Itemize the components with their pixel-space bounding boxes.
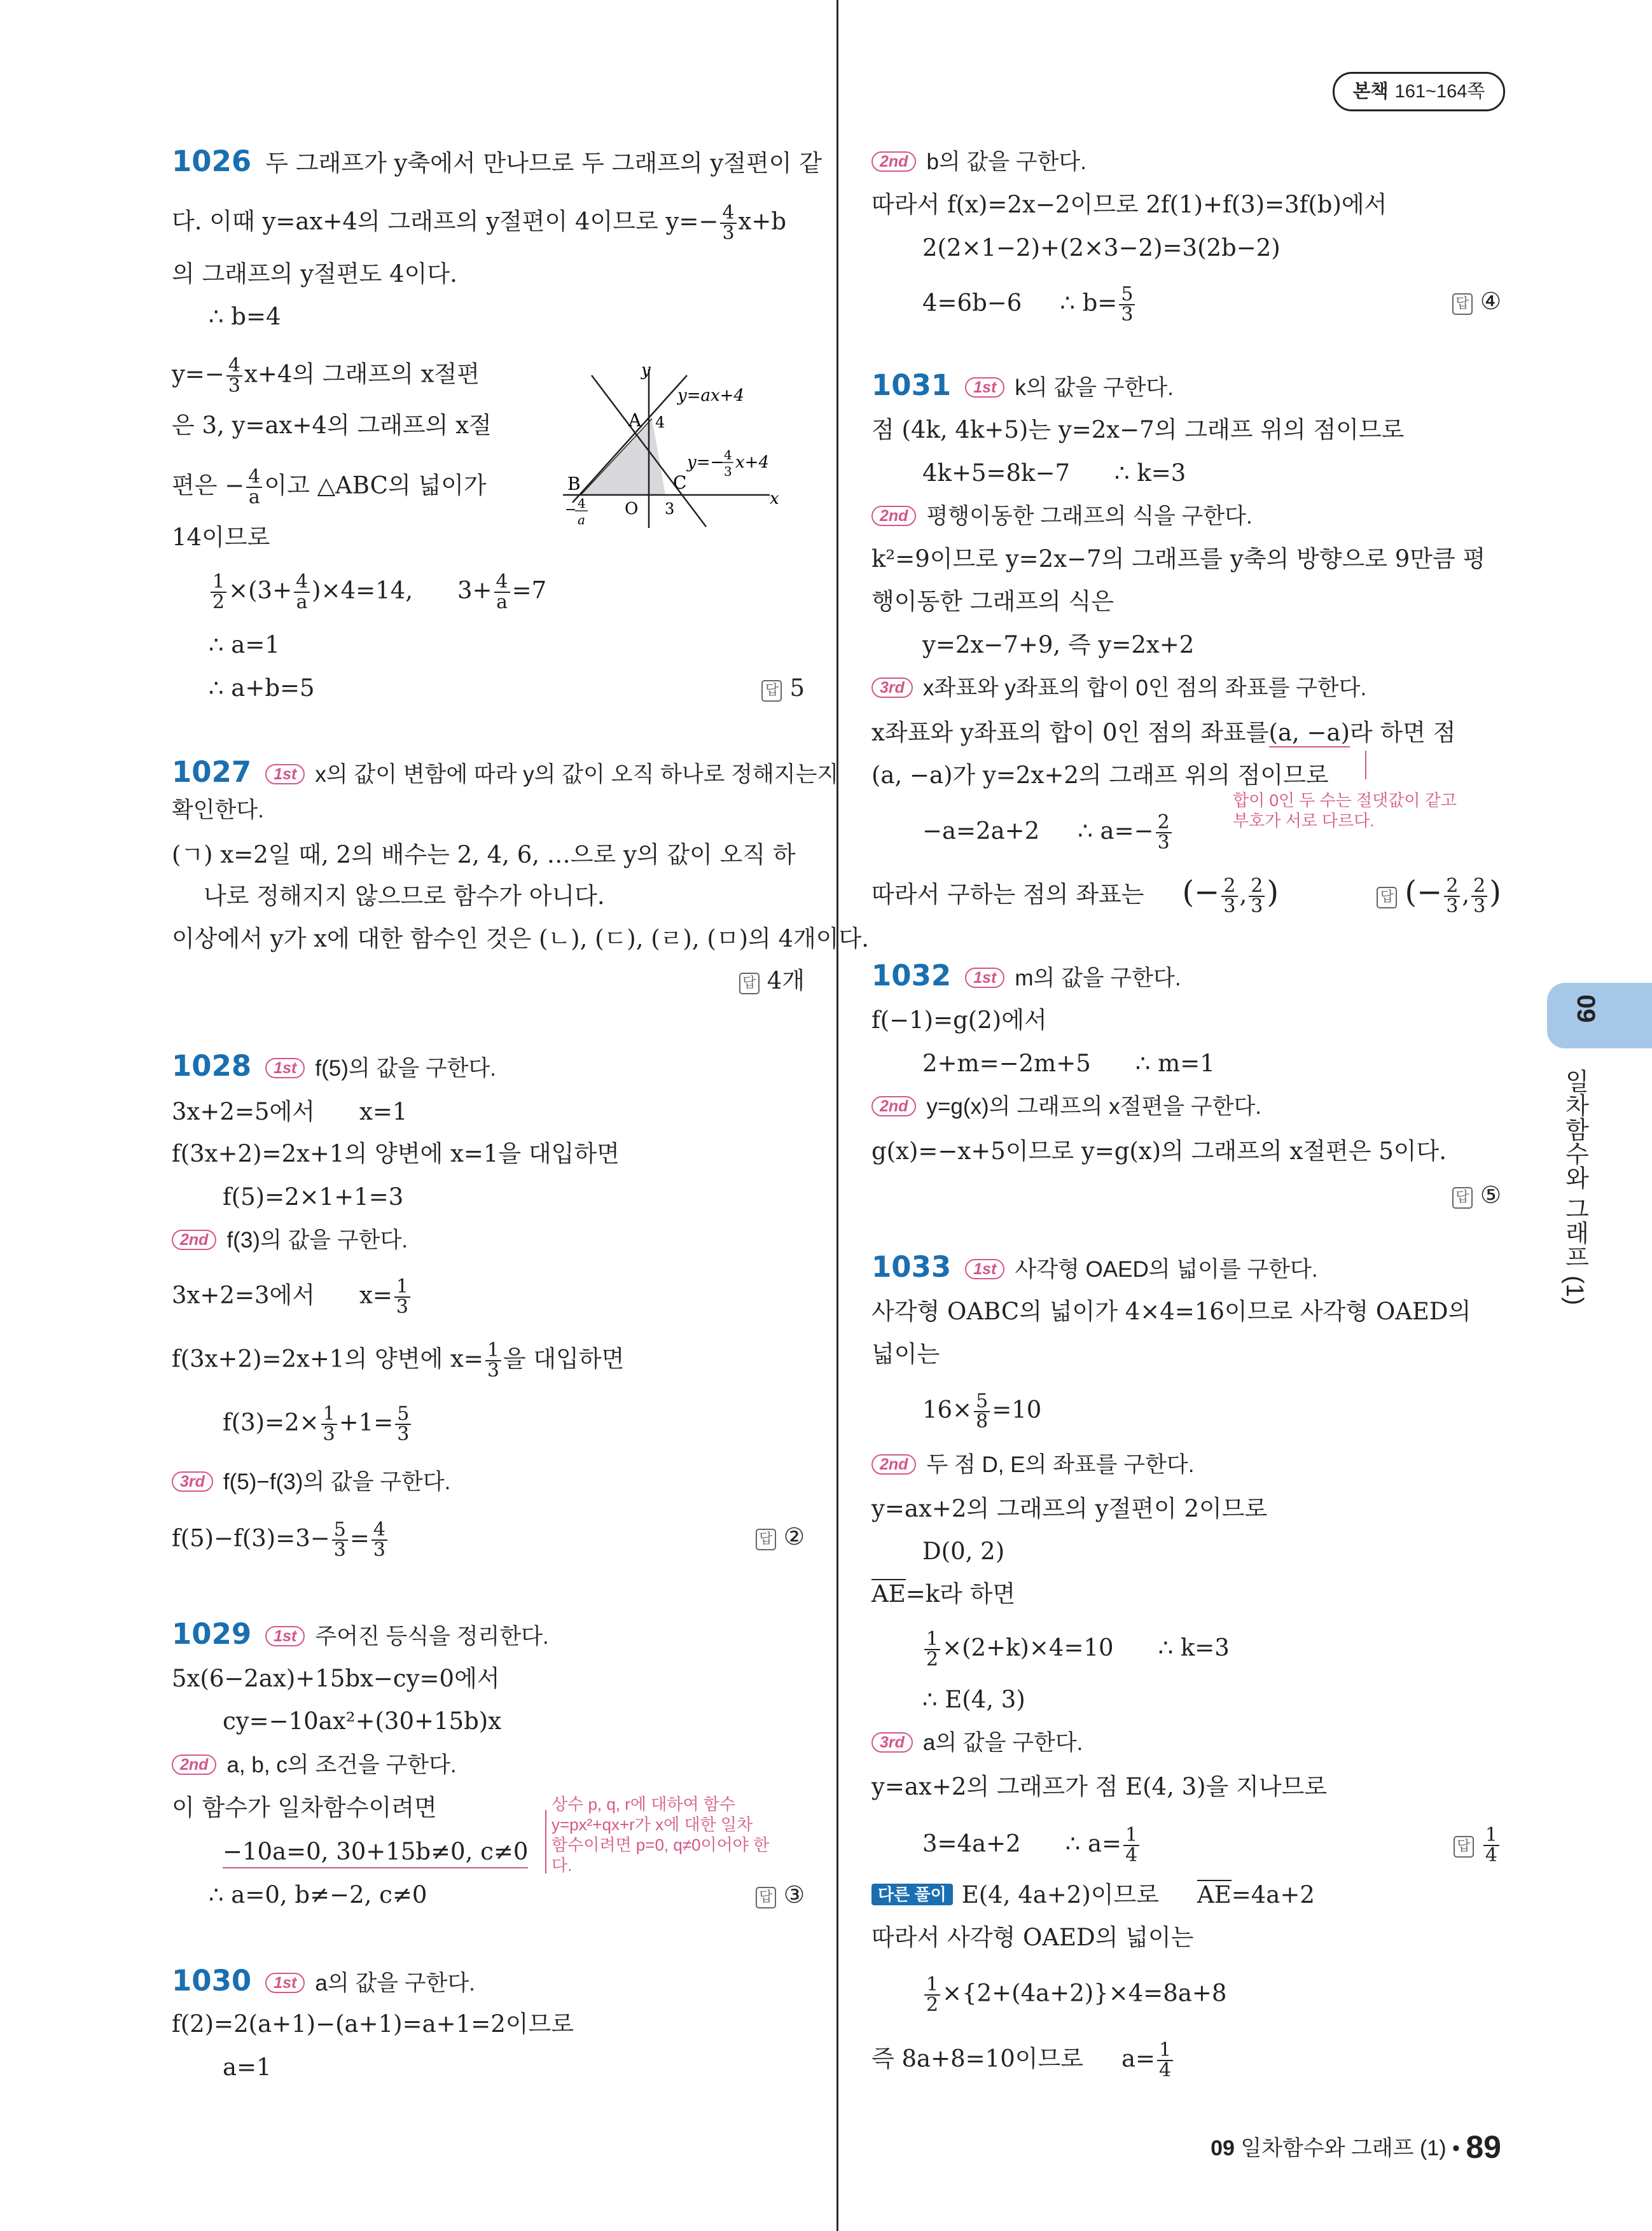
text: 이고 △ABC의 넓이가 <box>264 471 487 499</box>
fraction <box>371 1520 387 1560</box>
denominator: 4 <box>1159 2059 1172 2082</box>
triangle-graph <box>553 356 808 547</box>
answer <box>761 673 805 704</box>
numerator: 2 <box>1471 877 1487 897</box>
step-heading: 평행이동한 그래프의 식을 구한다. <box>926 504 1253 529</box>
text: , <box>1462 880 1470 908</box>
note-connector <box>1365 751 1366 779</box>
problem-1033-line <box>871 1252 1318 1285</box>
text: =4a+2 <box>1231 1881 1315 1908</box>
paren: ) <box>1267 874 1279 910</box>
step-heading: b의 값을 구한다. <box>926 149 1086 174</box>
numerator: 1 <box>924 1975 940 1996</box>
problem-number-1029: 1029 <box>172 1617 252 1651</box>
numerator: 4 <box>246 468 262 488</box>
fraction <box>226 356 242 396</box>
solution-line <box>223 1405 413 1444</box>
text: ×(3+ <box>228 576 293 604</box>
denominator: 8 <box>976 1410 989 1433</box>
solution-line: f(5)=2×1+1=3 <box>223 1183 404 1211</box>
text: ∴ k=3 <box>1114 459 1186 487</box>
numerator: 4 <box>371 1520 387 1541</box>
answer-mark-icon: 답 <box>1452 293 1473 315</box>
denominator: 4 <box>1485 1844 1497 1866</box>
side-note-line: 부호가 서로 다르다. <box>1233 811 1375 830</box>
fraction <box>1483 1826 1499 1865</box>
step-heading: x의 값이 변함에 따라 y의 값이 오직 하나로 정해지는지 <box>315 762 839 787</box>
answer-mark-icon: 답 <box>761 680 782 702</box>
step-line <box>172 1225 408 1256</box>
text: x+4의 그래프의 x절편 <box>244 360 480 388</box>
text: ∴ a= <box>1065 1830 1122 1858</box>
text: 편은 − <box>172 471 245 499</box>
solution-line: y=2x−7+9, 즉 y=2x+2 <box>922 631 1195 658</box>
solution-line: ∴ a=0, b≠−2, c≠0 <box>209 1881 427 1908</box>
problem-1027-line <box>172 757 838 790</box>
graph-equation-1: y=ax+4 <box>677 386 744 405</box>
step-heading: 사각형 OAED의 넓이를 구한다. <box>1015 1257 1318 1282</box>
side-note-line: y=px²+qx+r가 x에 대한 일차 <box>552 1815 753 1834</box>
text: 3=4a+2 <box>922 1830 1021 1858</box>
answer-value: ③ <box>783 1881 805 1908</box>
step-heading: f(5)의 값을 구한다. <box>315 1056 496 1081</box>
denominator: 2 <box>212 591 225 613</box>
solution-line: D(0, 2) <box>922 1538 1005 1565</box>
denominator: 4 <box>1125 1844 1138 1866</box>
problem-number-1032: 1032 <box>871 959 952 992</box>
fraction <box>1249 877 1265 916</box>
step-badge-3rd: 3rd <box>871 1732 913 1753</box>
graph-label-o: O <box>625 499 639 518</box>
solution-line: 따라서 f(x)=2x−2이므로 2f(1)+f(3)=3f(b)에서 <box>871 191 1387 218</box>
text: =10 <box>992 1396 1042 1424</box>
side-note-line: 다. <box>552 1856 573 1875</box>
problem-number-1033: 1033 <box>871 1250 952 1284</box>
badge-label: 본책 <box>1352 81 1389 102</box>
text: )×4=14, <box>312 576 413 604</box>
step-line <box>871 672 1366 704</box>
step-line <box>871 1727 1083 1758</box>
answer <box>1454 1826 1501 1865</box>
solution-line <box>172 1520 389 1560</box>
graph-label-b: B <box>567 473 581 494</box>
solution-line: (a, −a)가 y=2x+2의 그래프 위의 점이므로 <box>871 761 1329 789</box>
paren: (− <box>1182 874 1220 910</box>
solution-line <box>209 573 546 612</box>
graph-label-3: 3 <box>665 500 675 518</box>
text: 3+ <box>457 576 492 604</box>
text: , <box>1239 880 1247 908</box>
text: x좌표와 y좌표의 합이 0인 점의 좌표를 <box>871 719 1269 746</box>
solution-line <box>172 1277 412 1317</box>
answer <box>1452 1180 1501 1211</box>
solution-line <box>172 356 480 396</box>
numerator: 5 <box>332 1520 348 1541</box>
graph-equation-2-prefix: y=− <box>687 453 725 472</box>
side-note-line: 상수 p, q, r에 대하여 함수 <box>552 1795 736 1814</box>
solution-line <box>172 204 786 243</box>
step-line <box>172 1466 450 1498</box>
text: ∴ m=1 <box>1135 1050 1215 1077</box>
text: 3x+2=3에서 <box>172 1281 315 1309</box>
graph-label-c: C <box>673 472 687 493</box>
page-reference-badge <box>1333 72 1505 111</box>
numerator: 4 <box>720 204 736 224</box>
solution-line <box>922 285 1137 324</box>
solution-line <box>871 1579 1015 1609</box>
denominator: a <box>496 591 508 613</box>
solution-line: 나로 정해지지 않으므로 함수가 아니다. <box>204 882 605 910</box>
text: 다. 이때 y=ax+4의 그래프의 y절편이 4이므로 y=− <box>172 207 719 235</box>
numerator: 5 <box>395 1405 411 1425</box>
graph-label-4a-numerator: 4 <box>578 496 586 511</box>
solution-line <box>922 1048 1215 1079</box>
numerator: 1 <box>1157 2041 1173 2061</box>
solution-line: 5x(6−2ax)+15bx−cy=0에서 <box>172 1665 500 1692</box>
denominator: a <box>296 591 308 613</box>
answer-value: ⑤ <box>1480 1181 1501 1209</box>
text: +1= <box>338 1408 394 1436</box>
side-note-line: 합이 0인 두 수는 절댓값이 같고 <box>1233 791 1457 810</box>
graph-label-minus: − <box>565 502 577 518</box>
fraction <box>395 1405 411 1444</box>
solution-line: 점 (4k, 4k+5)는 y=2x−7의 그래프 위의 점이므로 <box>871 416 1405 443</box>
solution-line: f(−1)=g(2)에서 <box>871 1006 1047 1034</box>
problem-number-1026: 1026 <box>172 144 252 178</box>
text: ×(2+k)×4=10 <box>942 1634 1114 1662</box>
problem-number-1027: 1027 <box>172 755 252 789</box>
page-footer <box>1211 2129 1501 2165</box>
fraction <box>485 1341 501 1380</box>
fraction <box>974 1392 990 1431</box>
step-heading: k의 값을 구한다. <box>1015 375 1174 400</box>
step-heading: f(3)의 값을 구한다. <box>226 1228 408 1253</box>
solution-line <box>922 813 1174 852</box>
step-heading: 확인한다. <box>172 798 264 823</box>
solution-line: ∴ E(4, 3) <box>922 1686 1025 1713</box>
text: E(4, 4a+2)이므로 <box>961 1881 1160 1908</box>
fraction <box>246 468 262 507</box>
step-heading: a의 값을 구한다. <box>922 1730 1083 1755</box>
solution-line: 사각형 OABC의 넓이가 4×4=16이므로 사각형 OAED의 <box>871 1298 1471 1325</box>
chapter-side-tab <box>1547 983 1652 1048</box>
solution-line <box>172 468 487 507</box>
fraction <box>1123 1826 1139 1865</box>
underlined-point: (a, −a) <box>1268 719 1350 746</box>
answer-mark-icon: 답 <box>739 973 760 994</box>
numerator: 4 <box>494 573 510 593</box>
fraction <box>1221 877 1237 916</box>
graph-label-y: y <box>641 361 651 380</box>
denominator: a <box>248 486 260 508</box>
fraction <box>294 573 310 612</box>
text: ×{2+(4a+2)}×4=8a+8 <box>942 1979 1227 2007</box>
fraction <box>494 573 510 612</box>
text: x+b <box>738 207 787 235</box>
denominator: 3 <box>1157 831 1170 854</box>
footer-separator: • <box>1452 2136 1460 2160</box>
solution-line <box>172 1097 407 1127</box>
solution-line <box>871 718 1456 748</box>
problem-1029-line <box>172 1619 549 1652</box>
numerator: 1 <box>1483 1826 1499 1846</box>
side-note-line: 함수이려면 p=0, q≠0이어야 한 <box>552 1835 770 1854</box>
answer <box>1377 874 1501 917</box>
numerator: 4 <box>294 573 310 593</box>
solution-line: 2(2×1−2)+(2×3−2)=3(2b−2) <box>922 234 1281 261</box>
denominator: 2 <box>926 1648 939 1671</box>
answer-mark-icon: 답 <box>1454 1836 1474 1858</box>
fraction <box>720 204 736 243</box>
footer-chapter: 09 <box>1211 2136 1235 2160</box>
numerator: 5 <box>1119 285 1135 305</box>
step-badge-2nd: 2nd <box>871 1454 916 1475</box>
solution-line: f(3x+2)=2x+1의 양변에 x=1을 대입하면 <box>172 1140 620 1167</box>
fraction <box>1444 877 1460 916</box>
step-line <box>871 501 1253 532</box>
solution-line: cy=−10ax²+(30+15b)x <box>223 1707 502 1735</box>
numerator: 2 <box>1221 877 1237 897</box>
problem-1030-line <box>172 1966 475 1999</box>
fraction <box>1157 2041 1173 2080</box>
fraction <box>321 1405 337 1444</box>
denominator: 3 <box>722 222 735 244</box>
text: x= <box>359 1281 392 1309</box>
solution-line: 넓이는 <box>871 1340 940 1368</box>
text: ∴ b= <box>1060 289 1118 317</box>
denominator: 3 <box>333 1539 346 1561</box>
solution-line: g(x)=−x+5이므로 y=g(x)의 그래프의 x절편은 5이다. <box>871 1137 1447 1165</box>
answer-value: ② <box>783 1523 805 1550</box>
text: 두 그래프가 y축에서 만나므로 두 그래프의 y절편이 같 <box>265 149 822 177</box>
denominator: 3 <box>1121 303 1134 326</box>
underlined-condition: −10a=0, 30+15b≠0, c≠0 <box>223 1837 528 1868</box>
graph-equation-2-denominator: 3 <box>724 464 732 479</box>
solution-line: 행이동한 그래프의 식은 <box>871 588 1114 615</box>
solution-line: ∴ a=1 <box>209 631 280 658</box>
text: f(5)−f(3)=3− <box>172 1524 330 1552</box>
fraction <box>924 1975 940 2015</box>
page-number: 89 <box>1466 2129 1501 2165</box>
graph-label-a: A <box>628 410 642 431</box>
paren: (− <box>1405 874 1443 910</box>
denominator: 3 <box>373 1539 385 1561</box>
graph-label-x: x <box>770 489 779 508</box>
text: = <box>349 1524 370 1552</box>
numerator: 1 <box>211 573 226 593</box>
solution-line: f(2)=2(a+1)−(a+1)=a+1=2이므로 <box>172 2010 574 2038</box>
step-line <box>871 1449 1194 1480</box>
denominator: 3 <box>228 375 241 397</box>
text: 즉 8a+8=10이므로 <box>871 2045 1083 2073</box>
problem-number-1028: 1028 <box>172 1049 252 1083</box>
solution-line: 의 그래프의 y절편도 4이다. <box>172 260 457 288</box>
graph-equation-2-suffix: x+4 <box>735 453 769 472</box>
answer-value: 5 <box>789 674 805 702</box>
solution-line: k²=9이므로 y=2x−7의 그래프를 y축의 방향으로 9만큼 평 <box>871 545 1486 573</box>
text: ∴ k=3 <box>1158 1634 1230 1662</box>
fraction <box>1156 813 1172 852</box>
step-heading: x좌표와 y좌표의 합이 0인 점의 좌표를 구한다. <box>922 676 1367 700</box>
step-heading: 주어진 등식을 정리한다. <box>315 1624 549 1649</box>
numerator: 5 <box>974 1392 990 1412</box>
numerator: 1 <box>1123 1826 1139 1846</box>
answer <box>756 1522 805 1552</box>
segment-ae: AE <box>1197 1881 1232 1908</box>
solution-line: 따라서 사각형 OAED의 넓이는 <box>871 1924 1194 1951</box>
solution-line <box>871 2041 1175 2080</box>
solution-line: (ㄱ) x=2일 때, 2의 배수는 2, 4, 6, …으로 y의 값이 오직 하 <box>172 841 796 868</box>
text: 4=6b−6 <box>922 289 1022 317</box>
solution-line: 이 함수가 일차함수이려면 <box>172 1794 437 1821</box>
numerator: 1 <box>485 1341 501 1361</box>
solution-line: a=1 <box>223 2054 272 2081</box>
problem-number-1030: 1030 <box>172 1964 252 1998</box>
step-line <box>871 1091 1261 1122</box>
denominator: 3 <box>1446 895 1459 917</box>
step-badge-1st: 1st <box>265 1626 305 1646</box>
answer-mark-icon: 답 <box>756 1529 776 1550</box>
solution-line <box>922 1630 1230 1669</box>
denominator: 3 <box>323 1423 335 1445</box>
numerator: 1 <box>924 1630 940 1650</box>
step-badge-2nd: 2nd <box>871 506 916 526</box>
text: a= <box>1121 2045 1156 2073</box>
step-badge-2nd: 2nd <box>871 1096 916 1116</box>
denominator: 3 <box>397 1423 410 1445</box>
note-bracket <box>545 1810 546 1873</box>
answer-value: ④ <box>1480 288 1501 315</box>
alternative-solution-badge: 다른 풀이 <box>871 1884 953 1905</box>
problem-number-1031: 1031 <box>871 368 952 402</box>
step-badge-1st: 1st <box>965 377 1004 398</box>
fraction <box>1471 877 1487 916</box>
step-heading: 두 점 D, E의 좌표를 구한다. <box>926 1452 1195 1477</box>
step-badge-3rd: 3rd <box>172 1471 213 1492</box>
text: 2+m=−2m+5 <box>922 1050 1091 1077</box>
text: =k라 하면 <box>905 1580 1016 1608</box>
solution-line <box>922 1392 1041 1431</box>
numerator: 1 <box>394 1277 410 1298</box>
solution-line: y=ax+2의 그래프가 점 E(4, 3)을 지나므로 <box>871 1773 1328 1800</box>
step-badge-3rd: 3rd <box>871 678 913 698</box>
text: x=1 <box>359 1098 408 1125</box>
text: 4k+5=8k−7 <box>922 459 1071 487</box>
answer-mark-icon: 답 <box>1452 1187 1473 1209</box>
answer <box>1452 286 1501 317</box>
solution-line <box>922 1975 1226 2015</box>
answer <box>756 1880 805 1910</box>
text: f(3)=2× <box>223 1408 319 1436</box>
text: 라 하면 점 <box>1350 719 1456 746</box>
solution-line: 은 3, y=ax+4의 그래프의 x절 <box>172 412 492 439</box>
text: ∴ a=− <box>1078 817 1154 845</box>
solution-line <box>922 1826 1141 1865</box>
step-badge-1st: 1st <box>965 1259 1004 1279</box>
step-heading: f(5)−f(3)의 값을 구한다. <box>223 1470 451 1494</box>
text: 을 대입하면 <box>503 1345 625 1373</box>
fraction <box>924 1630 940 1669</box>
solution-line: ∴ a+b=5 <box>209 674 315 702</box>
solution-line <box>871 874 1279 917</box>
column-divider <box>836 0 838 2231</box>
solution-line: 이상에서 y가 x에 대한 함수인 것은 (ㄴ), (ㄷ), (ㄹ), (ㅁ)의 4개이다. <box>172 925 870 952</box>
solution-line: 14이므로 <box>172 524 270 551</box>
step-badge-1st: 1st <box>965 968 1004 988</box>
answer-value: 4개 <box>767 967 805 994</box>
denominator: 3 <box>1251 895 1263 917</box>
numerator: 2 <box>1249 877 1265 897</box>
graph-equation-2-numerator: 4 <box>724 447 732 462</box>
denominator: 2 <box>926 1994 939 2016</box>
numerator: 1 <box>321 1405 337 1425</box>
numerator: 2 <box>1444 877 1460 897</box>
fraction <box>394 1277 410 1317</box>
problem-1032-line <box>871 961 1181 994</box>
problem-1028-line <box>172 1051 496 1084</box>
numerator: 4 <box>226 356 242 377</box>
answer <box>739 966 805 996</box>
text: −a=2a+2 <box>922 817 1040 845</box>
text: 3x+2=5에서 <box>172 1098 315 1125</box>
step-heading: a, b, c의 조건을 구한다. <box>226 1753 457 1777</box>
fraction <box>211 573 226 612</box>
step-badge-2nd: 2nd <box>871 151 916 172</box>
denominator: 3 <box>487 1359 499 1382</box>
problem-1031-line <box>871 370 1174 403</box>
alternative-solution-line <box>871 1880 1315 1910</box>
step-heading: m의 값을 구한다. <box>1015 966 1181 990</box>
text: 16× <box>922 1396 973 1424</box>
solution-line: y=ax+2의 그래프의 y절편이 2이므로 <box>871 1495 1268 1522</box>
segment-ae: AE <box>871 1580 906 1608</box>
denominator: 3 <box>1473 895 1486 917</box>
step-line <box>172 1749 457 1781</box>
problem-1026-line <box>172 146 822 179</box>
step-heading: a의 값을 구한다. <box>315 1971 475 1996</box>
step-badge-1st: 1st <box>265 1973 305 1993</box>
denominator: 3 <box>396 1296 408 1318</box>
fraction <box>332 1520 348 1560</box>
text: 따라서 구하는 점의 좌표는 <box>871 880 1144 908</box>
text: y=− <box>172 360 225 388</box>
graph-label-4a-denominator: a <box>578 512 585 527</box>
denominator: 3 <box>1223 895 1236 917</box>
text: =7 <box>511 576 547 604</box>
step-heading: y=g(x)의 그래프의 x절편을 구한다. <box>926 1094 1261 1119</box>
paren: ) <box>1489 874 1501 910</box>
numerator: 2 <box>1156 813 1172 833</box>
step-badge-1st: 1st <box>265 1058 305 1078</box>
text: f(3x+2)=2x+1의 양변에 x= <box>172 1345 483 1373</box>
fraction <box>1119 285 1135 324</box>
step-line <box>871 146 1086 177</box>
solution-line: ∴ b=4 <box>209 303 281 330</box>
side-tab-chapter: 09 <box>1571 994 1600 1023</box>
answer-mark-icon: 답 <box>756 1887 776 1908</box>
step-badge-1st: 1st <box>265 764 305 784</box>
solution-line <box>922 458 1186 489</box>
answer-mark-icon: 답 <box>1377 887 1397 908</box>
step-badge-2nd: 2nd <box>172 1230 216 1250</box>
step-badge-2nd: 2nd <box>172 1755 216 1775</box>
side-tab-title: 일차함수와 그래프 (1) <box>1561 1069 1588 1305</box>
solution-line <box>172 1341 624 1380</box>
badge-pages: 161~164쪽 <box>1394 81 1485 102</box>
graph-label-4: 4 <box>655 414 665 431</box>
footer-title: 일차함수와 그래프 (1) <box>1240 2136 1447 2160</box>
